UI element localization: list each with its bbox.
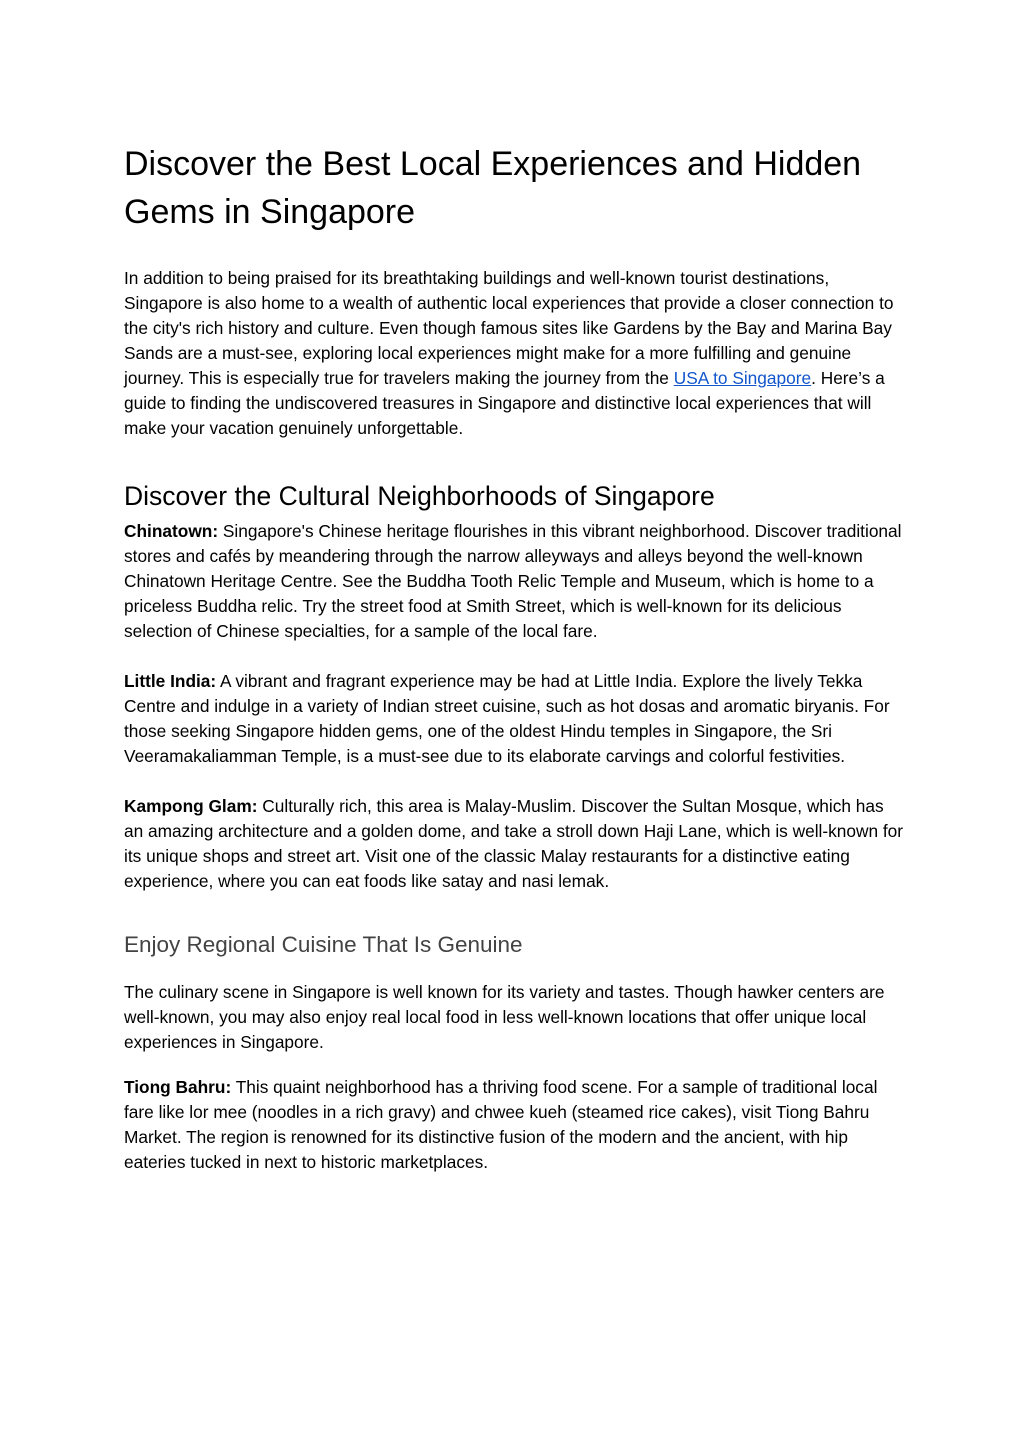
little-india-label: Little India: (124, 671, 217, 691)
intro-text-end: . Here’s a guide to finding the undiscovered treasures in Singapore and distinctive local experiences that will make your vacation genuinely unforgettable. (124, 368, 885, 438)
cuisine-intro-paragraph: The culinary scene in Singapore is well known for its variety and tastes. Though hawker centers are well-known, you may also enjoy real local food in less well-known locations that offer unique local experiences in Singapore. (124, 982, 885, 1052)
little-india-paragraph (124, 669, 904, 769)
neighborhoods-heading: Discover the Cultural Neighborhoods of Singapore (124, 481, 715, 511)
kampong-glam-paragraph (124, 794, 904, 894)
intro-text-start: In addition to being praised for its breathtaking buildings and well-known tourist destinations, Singapore is also home to a wealth of authentic local experiences that provide a closer connection to the city's rich history and culture. Even though famous sites like Gardens by the Bay and Marina Bay Sands are a must-see, exploring local experiences might make for a more fulfilling and genuine journey. This is especially true for travelers making the journey from the (124, 268, 894, 388)
chinatown-label: Chinatown: (124, 521, 219, 541)
tiong-bahru-paragraph (124, 1075, 904, 1175)
kampong-glam-label: Kampong Glam: (124, 796, 258, 816)
tiong-bahru-label: Tiong Bahru: (124, 1077, 232, 1097)
usa-to-singapore-link[interactable]: USA to Singapore (673, 368, 812, 388)
page-title: Discover the Best Local Experiences and Hidden Gems in Singapore (124, 145, 862, 231)
kampong-glam-text: Culturally rich, this area is Malay-Muslim. Discover the Sultan Mosque, which has an amazing architecture and a golden dome, and take a stroll down Haji Lane, which is well-known for its unique shops and street art. Visit one of the classic Malay restaurants for a distinctive eating experience, where you can eat foods like satay and nasi lemak. (124, 796, 904, 891)
tiong-bahru-text: This quaint neighborhood has a thriving food scene. For a sample of traditional local fare like lor mee (noodles in a rich gravy) and chwee kueh (steamed rice cakes), visit Tiong Bahru Market. The region is renowned for its distinctive fusion of the modern and the ancient, with hip eateries tucked in next to historic marketplaces. (124, 1077, 878, 1172)
document-page (124, 140, 904, 1200)
chinatown-text: Singapore's Chinese heritage flourishes in this vibrant neighborhood. Discover traditional stores and cafés by meandering through the narrow alleyways and alleys beyond the well-known Chinatown Heritage Centre. See the Buddha Tooth Relic Temple and Museum, which is home to a priceless Buddha relic. Try the street food at Smith Street, which is well-known for its delicious selection of Chinese specialties, for a sample of the local fare. (124, 521, 902, 641)
intro-paragraph (124, 266, 904, 441)
little-india-text: A vibrant and fragrant experience may be had at Little India. Explore the lively Tekka Centre and indulge in a variety of Indian street cuisine, such as hot dosas and aromatic biryanis. For those seeking Singapore hidden gems, one of the oldest Hindu temples in Singapore, the Sri Veeramakaliamman Temple, is a must-see due to its elaborate carvings and colorful festivities. (124, 671, 890, 766)
cuisine-heading: Enjoy Regional Cuisine That Is Genuine (124, 932, 523, 957)
chinatown-paragraph (124, 519, 904, 644)
